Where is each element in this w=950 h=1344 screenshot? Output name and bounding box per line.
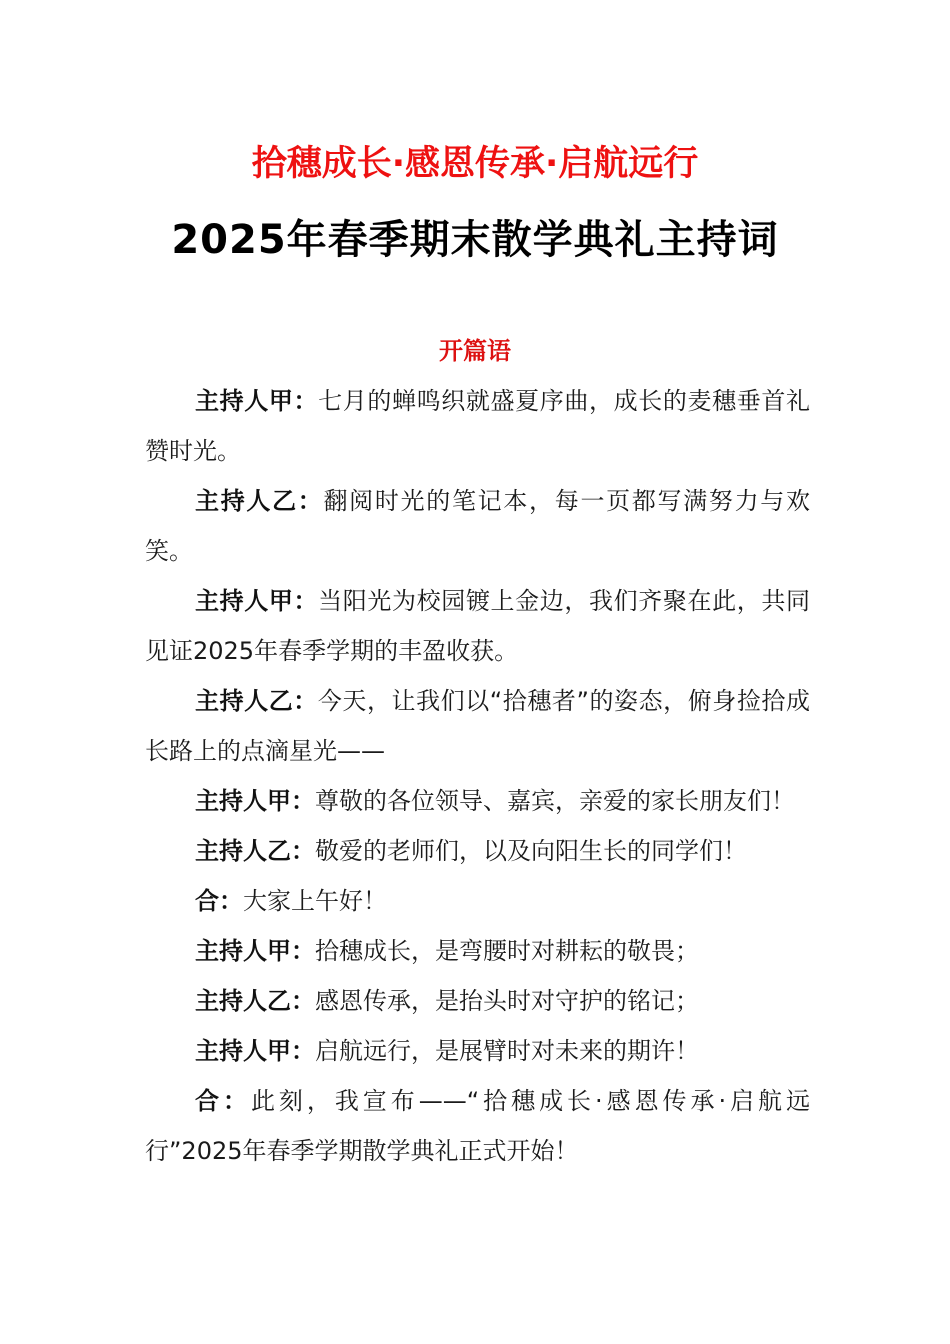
- dialogue-line: [145, 776, 810, 826]
- dialogue-line: [145, 926, 810, 976]
- document-title-sub: 2025年春季期末散学典礼主持词: [171, 217, 779, 263]
- dialogue-text: 翻阅时光的笔记本，每一页都写满努力与欢笑。: [145, 487, 811, 565]
- speaker-label: 主持人乙：: [195, 487, 324, 515]
- dialogue-text: 尊敬的各位领导、嘉宾，亲爱的家长朋友们！: [315, 787, 795, 815]
- dialogue-text: 七月的蝉鸣织就盛夏序曲，成长的麦穗垂首礼赞时光。: [145, 387, 810, 465]
- dialogue-line: [145, 576, 810, 676]
- dialogue-line: [145, 1076, 810, 1176]
- speaker-label: 主持人甲：: [195, 1037, 315, 1065]
- speaker-label: 主持人乙：: [195, 687, 318, 715]
- dialogue-text: 当阳光为校园镀上金边，我们齐聚在此，共同见证2025年春季学期的丰盈收获。: [145, 587, 810, 665]
- dialogue-line: [145, 476, 810, 576]
- speaker-label: 合：: [195, 1087, 251, 1115]
- dialogue-text: 感恩传承，是抬头时对守护的铭记；: [315, 987, 699, 1015]
- speaker-label: 主持人甲：: [195, 387, 319, 415]
- dialogue-text: 拾穗成长，是弯腰时对耕耘的敬畏；: [315, 937, 699, 965]
- speaker-label: 主持人甲：: [195, 937, 315, 965]
- dialogue-line: [145, 826, 810, 876]
- dialogue-text: 今天，让我们以“拾穗者”的姿态，俯身捡拾成长路上的点滴星光——: [145, 687, 810, 765]
- speaker-label: 主持人乙：: [195, 987, 315, 1015]
- speaker-label: 主持人甲：: [195, 587, 319, 615]
- dialogue-text: 启航远行，是展臂时对未来的期许！: [315, 1037, 699, 1065]
- section-heading: 开篇语: [439, 337, 511, 365]
- speaker-label: 主持人甲：: [195, 787, 315, 815]
- document-body: [145, 376, 810, 1176]
- dialogue-text: 此刻，我宣布——“拾穗成长·感恩传承·启航远行”2025年春季学期散学典礼正式开始！: [145, 1087, 810, 1165]
- speaker-label: 主持人乙：: [195, 837, 315, 865]
- speaker-label: 合：: [195, 887, 243, 915]
- dialogue-text: 敬爱的老师们，以及向阳生长的同学们！: [315, 837, 747, 865]
- dialogue-line: [145, 1026, 810, 1076]
- dialogue-line: [145, 876, 810, 926]
- dialogue-text: 大家上午好！: [243, 887, 387, 915]
- dialogue-line: [145, 676, 810, 776]
- dialogue-line: [145, 976, 810, 1026]
- dialogue-line: [145, 376, 810, 476]
- document-title-main: 拾穗成长·感恩传承·启航远行: [251, 144, 699, 184]
